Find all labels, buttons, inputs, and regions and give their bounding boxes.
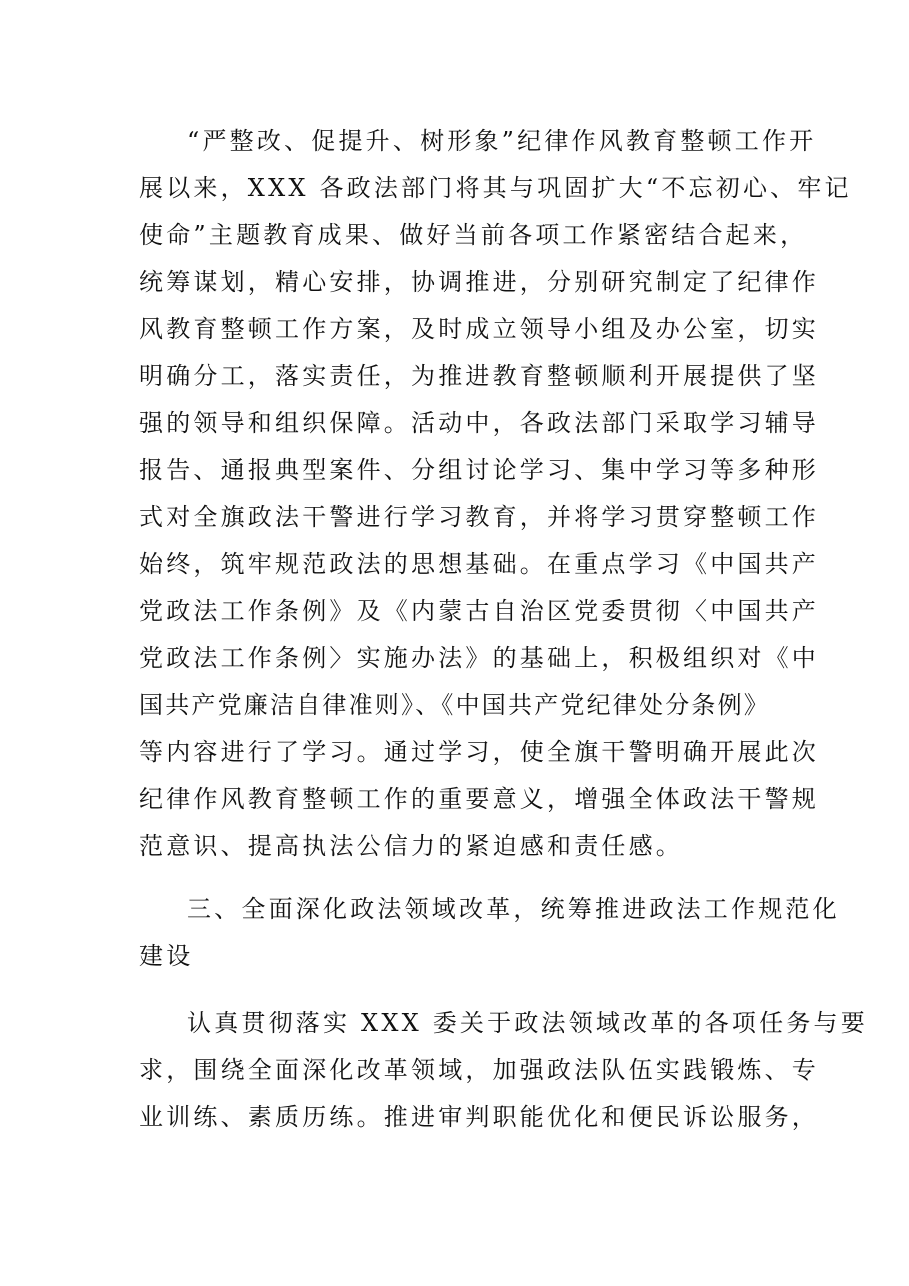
paragraph-line: 展以来，XXX 各政法部门将其与巩固扩大“不忘初心、牢记 bbox=[139, 174, 852, 202]
paragraph-line: 始终，筑牢规范政法的思想基础。在重点学习《中国共产 bbox=[139, 550, 819, 578]
paragraph-line: 报告、通报典型案件、分组讨论学习、集中学习等多种形 bbox=[139, 456, 819, 484]
paragraph-line: 明确分工，落实责任，为推进教育整顿顺利开展提供了坚 bbox=[139, 362, 819, 390]
paragraph-line: 强的领导和组织保障。活动中，各政法部门采取学习辅导 bbox=[139, 409, 819, 437]
body-paragraph-discipline-rectification bbox=[139, 118, 852, 870]
paragraph-line: 认真贯彻落实 XXX 委关于政法领域改革的各项任务与要 bbox=[187, 1009, 868, 1037]
paragraph-line: 求，围绕全面深化改革领域，加强政法队伍实践锻炼、专 bbox=[139, 1056, 819, 1084]
paragraph-line: 统筹谋划，精心安排，协调推进，分别研究制定了纪律作 bbox=[139, 268, 819, 296]
paragraph-line: 党政法工作条例〉实施办法》的基础上，积极组织对《中 bbox=[139, 644, 819, 672]
paragraph-line: “严整改、促提升、树形象”纪律作风教育整顿工作开 bbox=[187, 127, 817, 155]
paragraph-line: 纪律作风教育整顿工作的重要意义，增强全体政法干警规 bbox=[139, 785, 819, 813]
paragraph-line: 国共产党廉洁自律准则》、《中国共产党纪律处分条例》 bbox=[139, 691, 770, 719]
paragraph-line: 使命”主题教育成果、做好当前各项工作紧密结合起来， bbox=[139, 221, 808, 249]
paragraph-line: 业训练、素质历练。推进审判职能优化和便民诉讼服务， bbox=[139, 1103, 819, 1131]
paragraph-line: 风教育整顿工作方案，及时成立领导小组及办公室，切实 bbox=[139, 315, 819, 343]
body-paragraph-reform bbox=[139, 1000, 868, 1141]
heading-line: 建设 bbox=[139, 942, 194, 970]
paragraph-line: 等内容进行了学习。通过学习，使全旗干警明确开展此次 bbox=[139, 738, 819, 766]
paragraph-line: 式对全旗政法干警进行学习教育，并将学习贯穿整顿工作 bbox=[139, 503, 819, 531]
paragraph-line: 党政法工作条例》及《内蒙古自治区党委贯彻〈中国共产 bbox=[139, 597, 819, 625]
paragraph-line: 范意识、提高执法公信力的紧迫感和责任感。 bbox=[139, 832, 683, 860]
heading-line: 三、全面深化政法领域改革，统筹推进政法工作规范化 bbox=[187, 895, 840, 923]
section-heading-3 bbox=[139, 886, 840, 980]
